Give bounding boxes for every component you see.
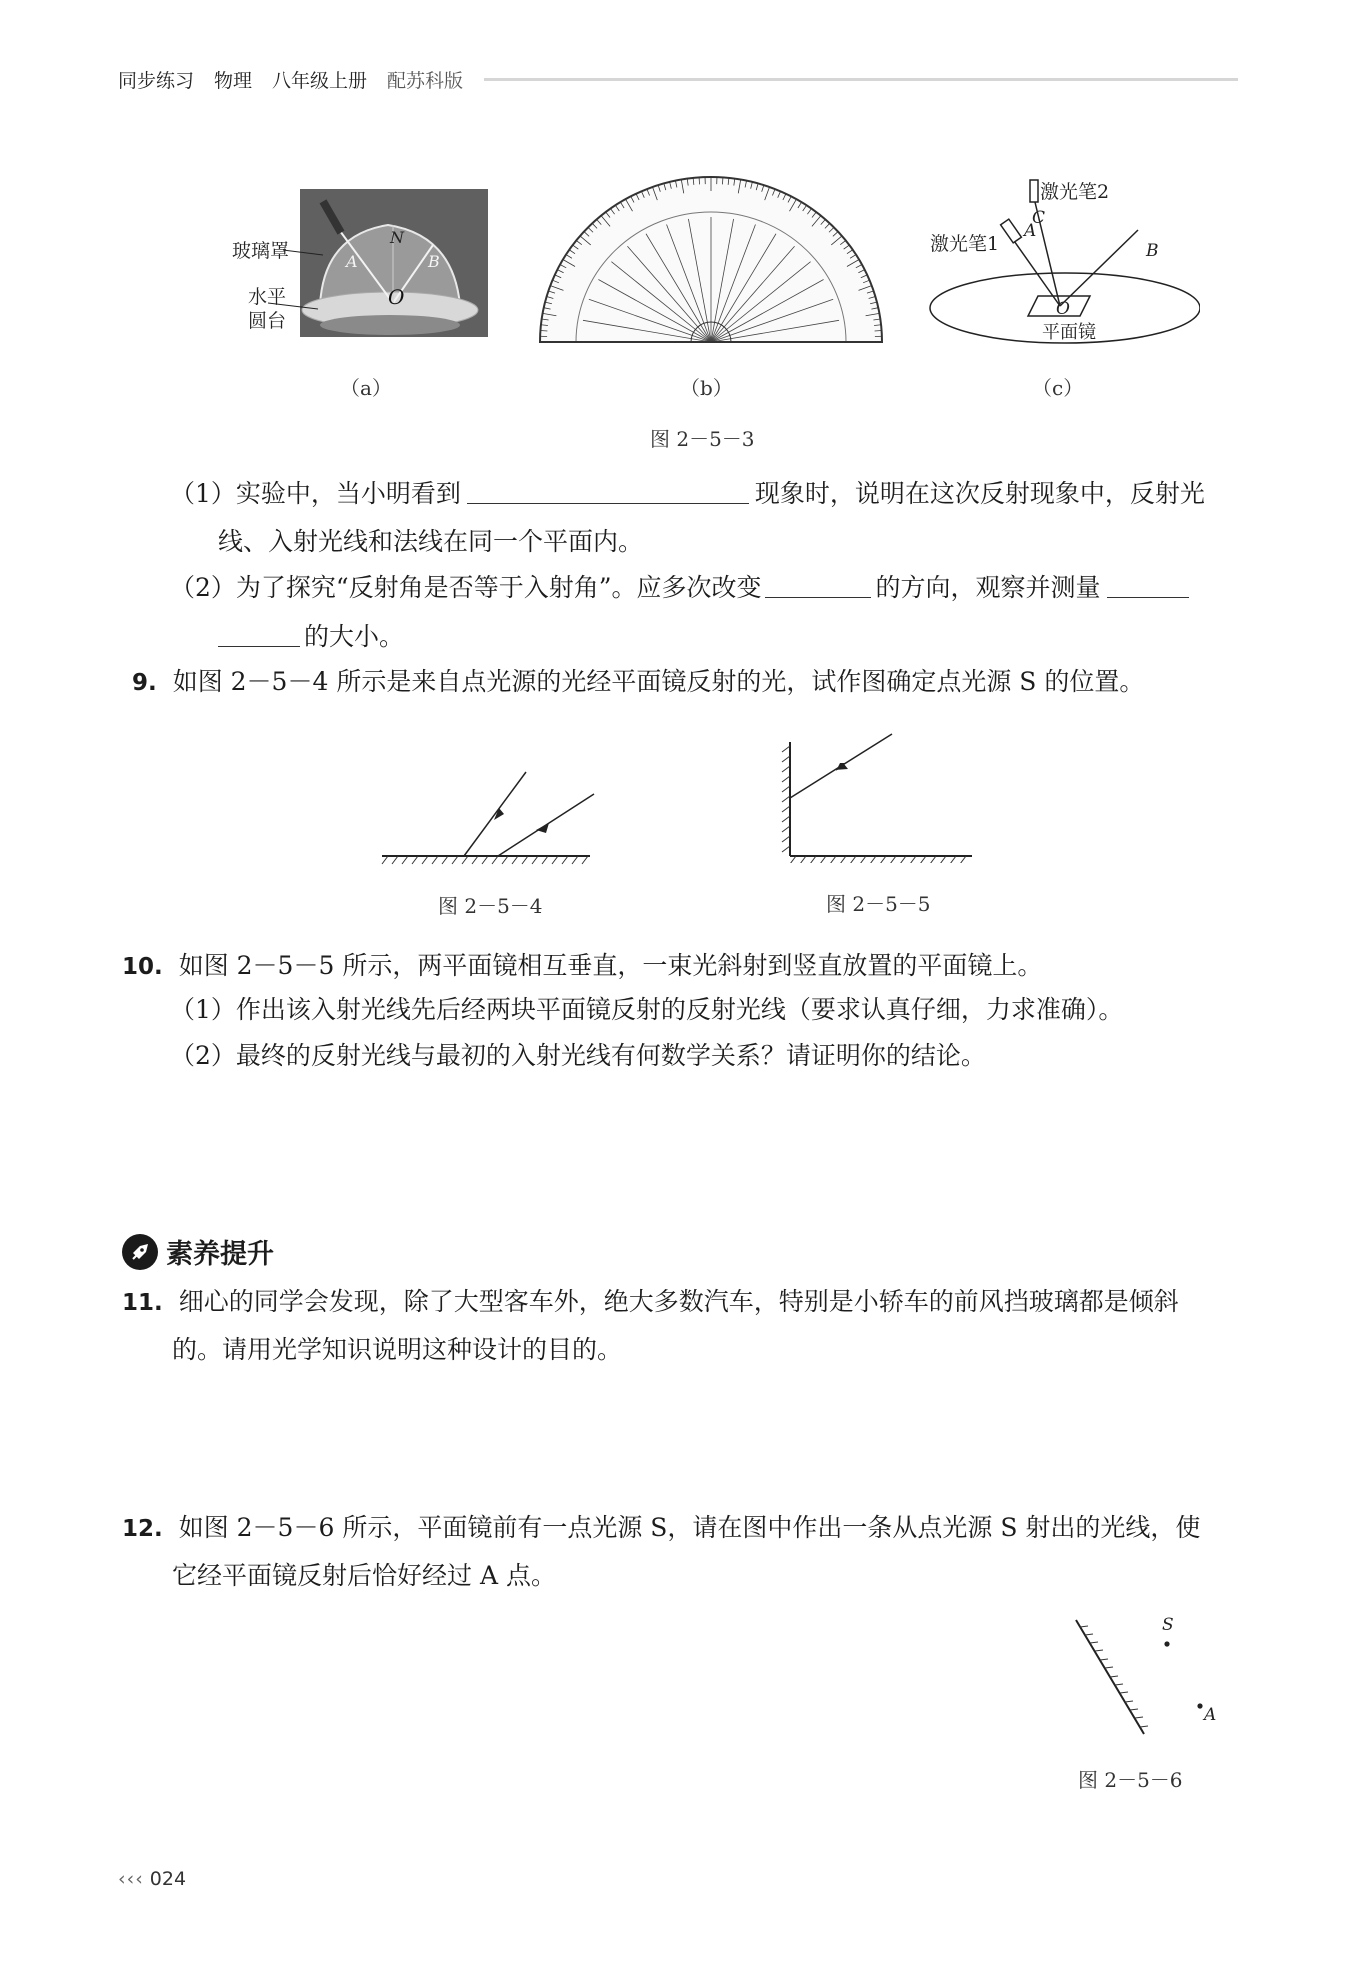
photo-label-b: B xyxy=(428,252,440,271)
figure-2-5-3c-laser-diagram xyxy=(920,178,1200,348)
subcaption-a: （a） xyxy=(340,376,392,400)
grade-name: 八年级上册 xyxy=(272,70,368,92)
question-10 xyxy=(122,946,1042,987)
subcaption-b: （b） xyxy=(680,376,733,400)
q8-part2-text-b: 的方向，观察并测量 xyxy=(875,573,1101,602)
figure-2-5-5-caption: 图 2－5－5 xyxy=(826,892,931,916)
answer-blank[interactable] xyxy=(467,477,749,504)
point-s-label: S xyxy=(1162,1615,1174,1635)
q8-part2-text-a: （2）为了探究“反射角是否等于入射角”。应多次改变 xyxy=(170,573,762,602)
q8-part1-line2: 线、入射光线和法线在同一个平面内。 xyxy=(218,527,644,556)
subject-name: 物理 xyxy=(214,70,253,92)
mirror-hatching xyxy=(382,856,588,864)
figure-2-5-4-mirror-rays xyxy=(380,770,598,870)
table-label-1: 水平 xyxy=(248,286,287,308)
glass-cover-label: 玻璃罩 xyxy=(232,240,290,262)
answer-blank[interactable] xyxy=(765,571,871,598)
point-a-label: A xyxy=(1204,1705,1217,1725)
figure-2-5-6-caption: 图 2－5－6 xyxy=(1078,1768,1183,1792)
section-title: 素养提升 xyxy=(166,1239,274,1270)
mirror-hatching xyxy=(1080,1626,1148,1727)
question-12-number: 12. xyxy=(122,1516,163,1542)
question-9-number: 9. xyxy=(132,670,157,696)
answer-blank[interactable] xyxy=(1107,571,1189,598)
mirror-label: 平面镜 xyxy=(1042,322,1096,343)
question-12-line1: 如图 2－5－6 所示，平面镜前有一点光源 S，请在图中作出一条从点光源 S 射出的光线，使 xyxy=(178,1513,1201,1542)
mirror-hatching xyxy=(782,746,966,863)
laser2-label: 激光笔2 xyxy=(1040,181,1110,203)
edition-name: 配苏科版 xyxy=(387,70,464,92)
q8-part2-line2 xyxy=(218,617,404,657)
running-header xyxy=(118,66,463,93)
section-heading xyxy=(122,1232,274,1271)
q8-part2-text-c: 的大小。 xyxy=(304,622,405,651)
q8-part2-line1 xyxy=(170,568,1189,608)
header-rule xyxy=(484,78,1238,81)
answer-blank[interactable] xyxy=(218,620,300,647)
q8-part1-text-b: 现象时，说明在这次反射现象中，反射光 xyxy=(754,479,1205,508)
question-9-text: 如图 2－5－4 所示是来自点光源的光经平面镜反射的光，试作图确定点光源 S 的位置。 xyxy=(172,667,1145,696)
question-12 xyxy=(122,1508,1200,1549)
diagram-c-label-c: C xyxy=(1032,208,1046,228)
laser1-label: 激光笔1 xyxy=(930,233,1000,255)
table-label-2: 圆台 xyxy=(248,310,287,332)
question-10-part2: （2）最终的反射光线与最初的入射光线有何数学关系？请证明你的结论。 xyxy=(170,1041,986,1070)
page-arrows: ‹‹‹ xyxy=(118,1868,144,1890)
question-11 xyxy=(122,1282,1179,1323)
photo-label-n: N xyxy=(390,228,404,247)
question-11-number: 11. xyxy=(122,1290,163,1316)
question-10-number: 10. xyxy=(122,954,163,980)
figure-2-5-3-caption: 图 2－5－3 xyxy=(650,427,755,451)
figure-2-5-5-perpendicular-mirrors xyxy=(776,728,976,863)
page-number-value: 024 xyxy=(149,1868,187,1890)
diagram-c-label-b: B xyxy=(1146,241,1159,261)
q8-part1-text-a: （1）实验中，当小明看到 xyxy=(170,479,461,508)
figure-2-5-3a-photo xyxy=(228,185,490,340)
photo-label-a: A xyxy=(346,252,358,271)
q8-part1-line1 xyxy=(170,474,1205,514)
rocket-icon xyxy=(122,1234,158,1270)
subcaption-c: （c） xyxy=(1032,376,1084,400)
question-10-text: 如图 2－5－5 所示，两平面镜相互垂直，一束光斜射到竖直放置的平面镜上。 xyxy=(178,951,1043,980)
diagram-c-label-o: O xyxy=(1056,299,1070,319)
question-11-line1: 细心的同学会发现，除了大型客车外，绝大多数汽车，特别是小轿车的前风挡玻璃都是倾斜 xyxy=(178,1287,1179,1316)
question-10-part1: （1）作出该入射光线先后经两块平面镜反射的反射光线（要求认真仔细，力求准确）。 xyxy=(170,995,1124,1024)
figure-2-5-6-mirror-source xyxy=(1066,1612,1226,1742)
photo-label-o: O xyxy=(388,285,405,309)
book-title: 同步练习 xyxy=(118,70,195,92)
question-11-line2: 的。请用光学知识说明这种设计的目的。 xyxy=(172,1335,623,1364)
page-number xyxy=(118,1868,186,1890)
figure-2-5-3b-protractor xyxy=(536,172,886,347)
question-12-line2: 它经平面镜反射后恰好经过 A 点。 xyxy=(172,1561,556,1590)
question-9 xyxy=(132,662,1144,703)
diagram-c-label-a: A xyxy=(1024,221,1037,241)
figure-2-5-4-caption: 图 2－5－4 xyxy=(438,894,543,918)
